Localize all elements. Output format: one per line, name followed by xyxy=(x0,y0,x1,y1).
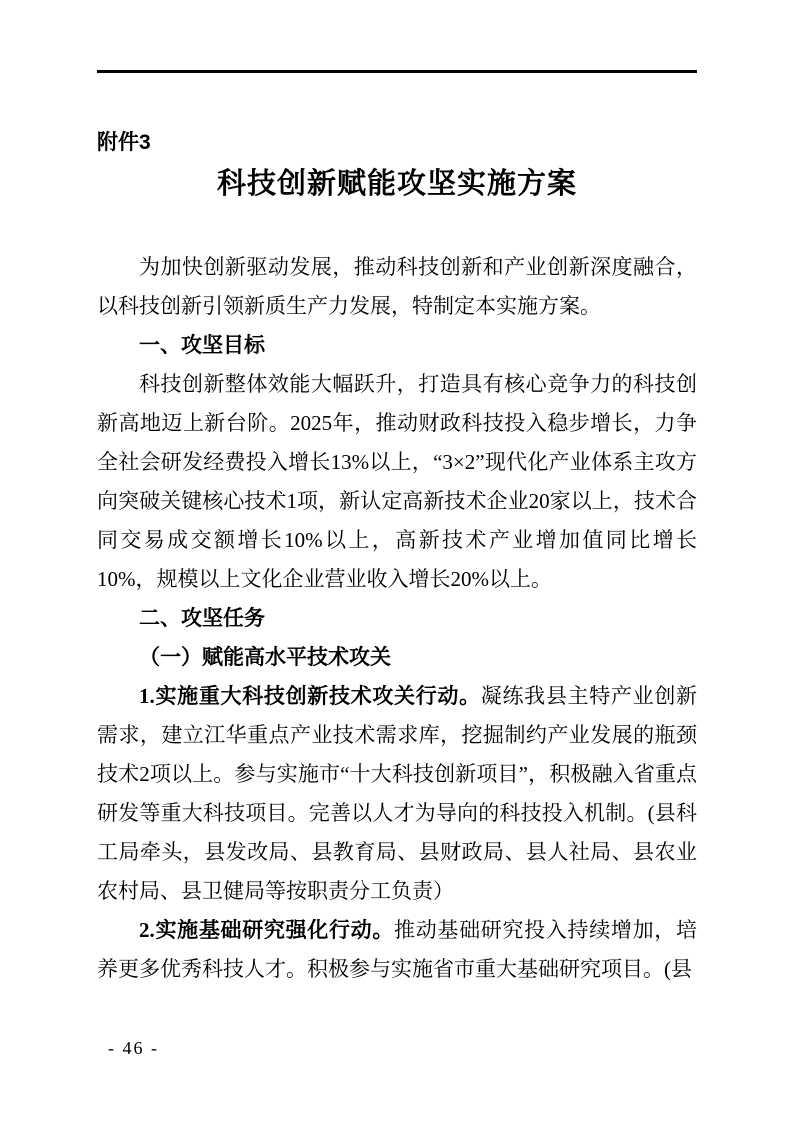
item-1-text: 凝练我县主特产业创新需求，建立江华重点产业技术需求库，挖掘制约产业发展的瓶颈技术2项以上。参与实施市“十大科技创新项目”，积极融入省重点研发等重大科技项目。完善以人才为导向的科技投入机制。 xyxy=(97,684,698,825)
attachment-label: 附件3 xyxy=(97,131,151,154)
section-1-paragraph: 科技创新整体效能大幅跃升，打造具有核心竞争力的科技创新高地迈上新台阶。2025年，推动财政科技投入稳步增长，力争全社会研发经费投入增长13%以上，“3×2”现代化产业体系主攻方向突破关键核心技术1项，新认定高新技术企业20家以上，技术合同交易成交额增长10%以上，高新技术产业增加值同比增长10%，规模以上文化企业营业收入增长20%以上。 xyxy=(97,372,697,591)
item-1-paragraph xyxy=(97,677,697,911)
subsection-1-heading: （一）赋能高水平技术攻关 xyxy=(139,645,391,669)
document-content xyxy=(97,130,697,989)
item-1-attribution: (县科工局牵头，县发改局、县教育局、县财政局、县人社局、县农业农村局、县卫健局等按职责分工负责） xyxy=(97,801,697,903)
header-rule xyxy=(97,70,697,73)
item-2-text: 推动基础研究投入持续增加，培养更多优秀科技人才。积极参与实施省市重大基础研究项目。(县 xyxy=(97,918,698,981)
page-number: - 46 - xyxy=(108,1038,159,1058)
item-2-lead: 2.实施基础研究强化行动。 xyxy=(139,918,395,942)
document-title: 科技创新赋能攻坚实施方案 xyxy=(216,168,577,200)
item-2-paragraph xyxy=(97,911,697,989)
section-1-heading: 一、攻坚目标 xyxy=(139,334,265,357)
item-1-lead: 1.实施重大科技创新技术攻关行动。 xyxy=(139,684,481,708)
intro-paragraph: 为加快创新驱动发展，推动科技创新和产业创新深度融合，以科技创新引领新质生产力发展，特制定本实施方案。 xyxy=(97,255,697,318)
section-2-heading: 二、攻坚任务 xyxy=(139,607,265,630)
